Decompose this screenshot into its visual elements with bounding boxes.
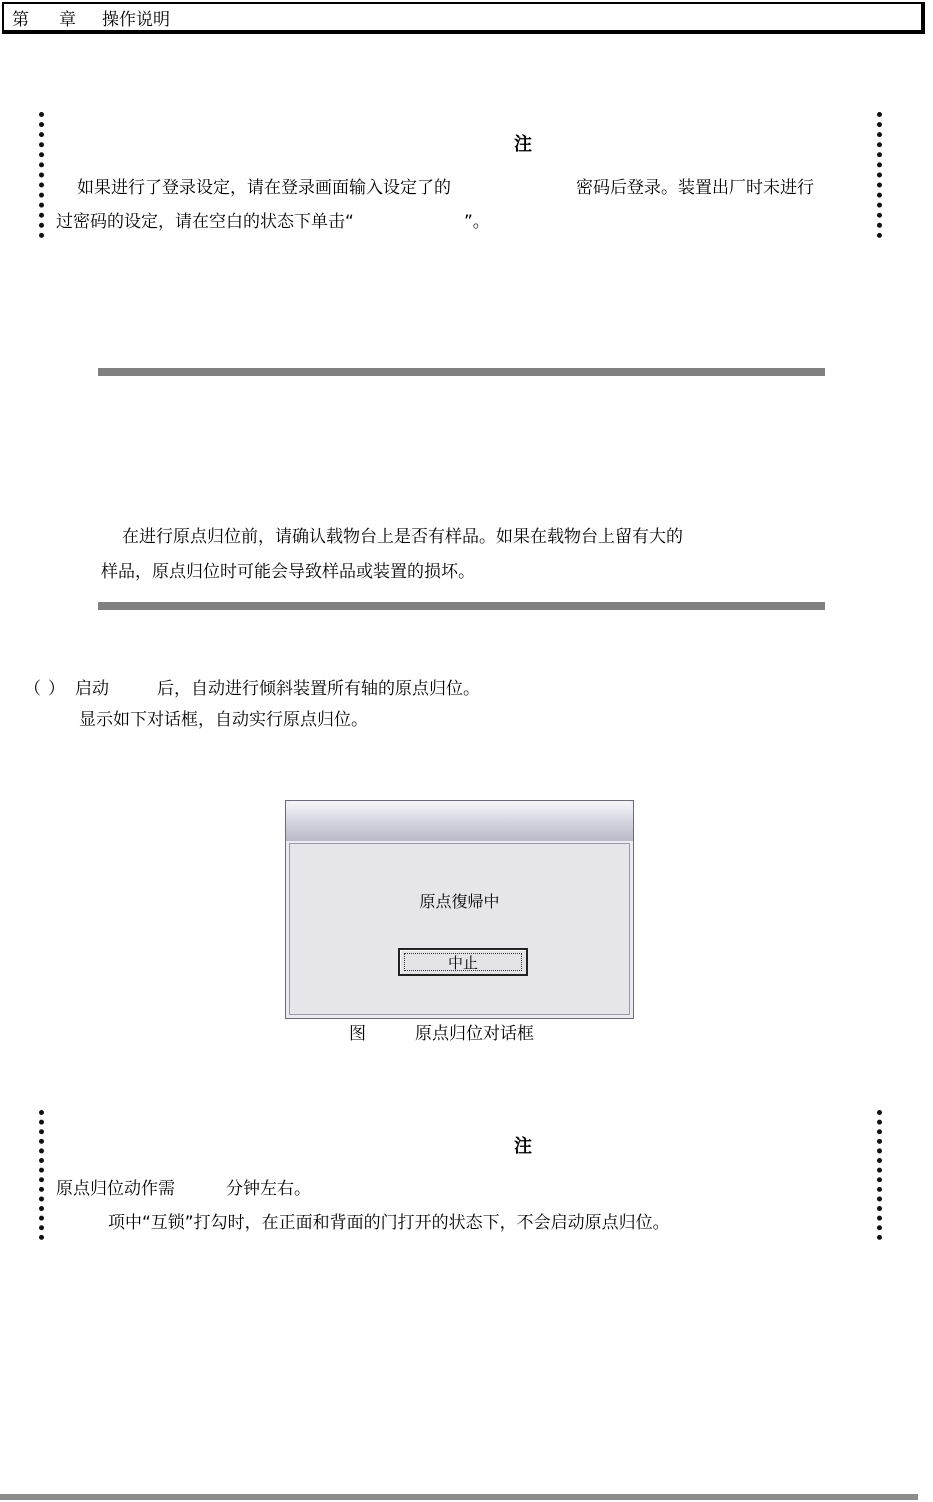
note-right-border: [877, 1110, 882, 1240]
warning-bottom-rule: [98, 602, 825, 610]
stop-button[interactable]: [398, 948, 528, 976]
note-text: 分钟左右。: [226, 1179, 311, 1199]
figure-label: 图: [349, 1024, 366, 1044]
note-left-border: [39, 112, 44, 238]
step-number-open: （: [24, 679, 41, 699]
section-title: 操作说明: [102, 10, 170, 30]
dialog-message: 原点復帰中: [419, 892, 500, 911]
note-text: 原点归位动作需: [56, 1179, 175, 1199]
stop-button-label: 中止: [404, 953, 522, 971]
dialog-titlebar[interactable]: [286, 801, 633, 841]
step-text: 显示如下对话框，自动实行原点归位。: [79, 710, 368, 730]
note-text: 过密码的设定，请在空白的状态下单击“: [56, 212, 354, 232]
note-text: 项中“互锁”打勾时，在正面和背面的门打开的状态下，不会启动原点归位。: [108, 1213, 670, 1233]
note-left-border: [39, 1110, 44, 1240]
footer-rule: [0, 1494, 918, 1500]
chapter-prefix: 第: [12, 10, 29, 30]
note-text: 密码后登录。装置出厂时未进行: [576, 178, 814, 198]
step-number-close: ）: [48, 679, 65, 699]
chapter-suffix: 章: [59, 10, 76, 30]
dialog-client-area: [289, 843, 630, 1015]
warning-text: 样品，原点归位时可能会导致样品或装置的损坏。: [101, 562, 475, 582]
step-text: 后，自动进行倾斜装置所有轴的原点归位。: [157, 679, 480, 699]
note-title: 注: [514, 134, 532, 155]
note-text: 如果进行了登录设定，请在登录画面输入设定了的: [77, 178, 451, 198]
warning-text: 在进行原点归位前，请确认载物台上是否有样品。如果在载物台上留有大的: [122, 527, 683, 547]
chapter-header: [2, 2, 925, 34]
note-text: ”。: [464, 212, 490, 232]
figure-caption: 原点归位对话框: [415, 1024, 534, 1044]
note-right-border: [877, 112, 882, 238]
homing-dialog: [285, 800, 634, 1019]
warning-top-rule: [98, 368, 825, 376]
note-title: 注: [514, 1136, 532, 1157]
step-text: 启动: [75, 679, 109, 699]
